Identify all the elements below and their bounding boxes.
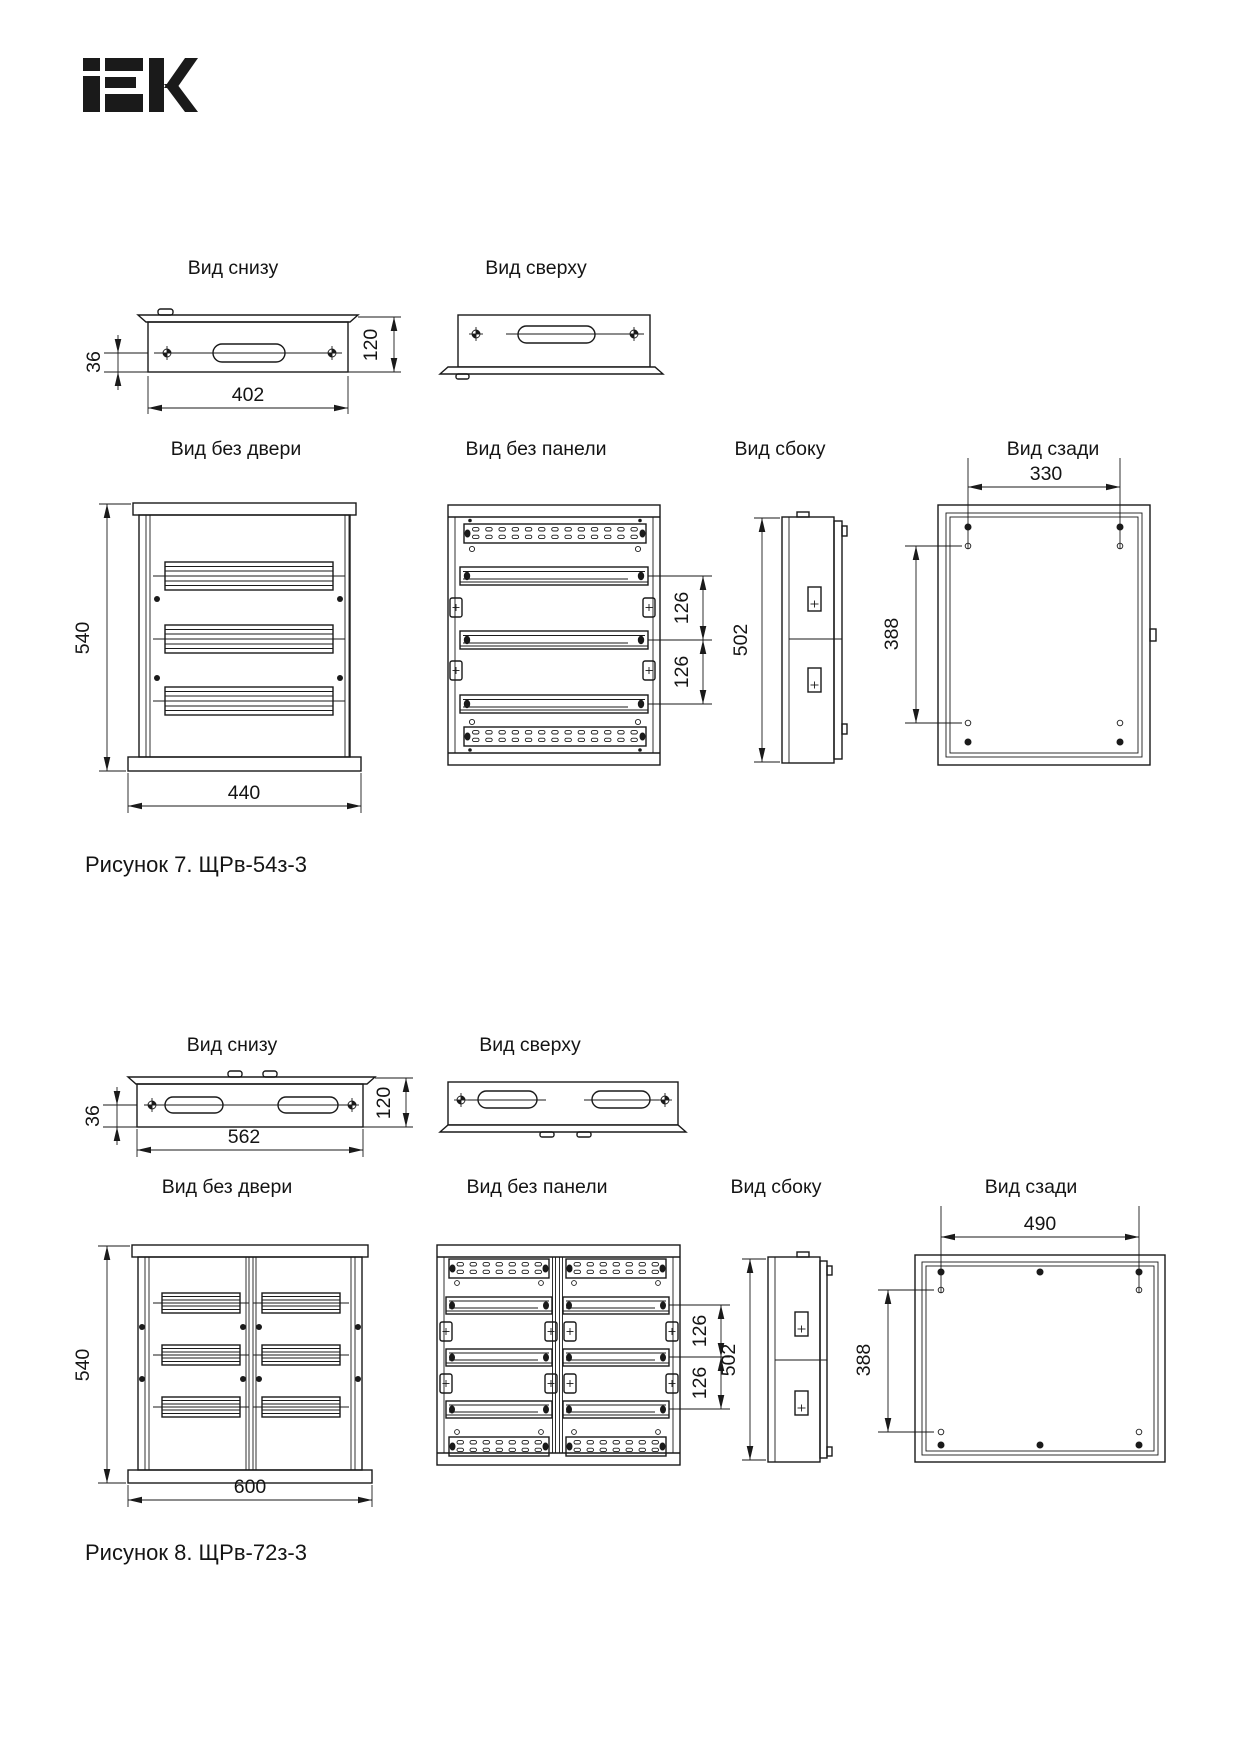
fig7-view-bottom <box>83 257 401 414</box>
fig8-view-side <box>718 1252 832 1462</box>
dim-bottom-width: 402 <box>231 384 265 406</box>
figure-8 <box>72 1034 1165 1565</box>
fig8-view-bottom <box>82 1034 413 1157</box>
dim-side-height: 502 <box>730 623 752 657</box>
fig8-view-no-door <box>72 1245 372 1507</box>
dim-rail-gap-2: 126 <box>671 655 693 689</box>
dim-rail-gap-2: 126 <box>689 1366 711 1400</box>
dim-rear-hole-height: 388 <box>853 1343 875 1377</box>
view-title-side: Вид сбоку <box>734 438 826 460</box>
view-title-no-panel: Вид без панели <box>465 438 607 460</box>
dim-inset: 36 <box>83 351 105 373</box>
fig7-view-no-panel <box>448 505 712 765</box>
dim-width: 600 <box>233 1476 267 1498</box>
view-title-top: Вид сверху <box>479 1034 581 1056</box>
view-title-side: Вид сбоку <box>730 1176 822 1198</box>
view-title-bottom: Вид снизу <box>187 257 279 279</box>
view-title-no-door: Вид без двери <box>161 1176 293 1198</box>
fig8-view-top <box>440 1034 686 1137</box>
view-title-rear: Вид сзади <box>1006 438 1100 460</box>
figure-caption: Рисунок 7. ЩРв-54з-3 <box>85 852 307 877</box>
figure-7 <box>72 257 1156 877</box>
dim-height: 540 <box>72 621 94 655</box>
fig7-view-top <box>440 257 663 379</box>
dim-rail-gap-1: 126 <box>689 1314 711 1348</box>
fig8-view-no-panel <box>437 1245 730 1465</box>
fig7-view-side <box>730 512 847 763</box>
view-title-no-panel: Вид без панели <box>466 1176 608 1198</box>
figure-caption: Рисунок 8. ЩРв-72з-3 <box>85 1540 307 1565</box>
dim-depth: 120 <box>373 1086 395 1120</box>
fig7-view-no-door <box>72 503 361 813</box>
dim-rear-hole-width: 490 <box>1023 1213 1057 1235</box>
dim-depth: 120 <box>360 328 382 362</box>
dim-rear-hole-height: 388 <box>881 617 903 651</box>
dim-bottom-width: 562 <box>227 1126 261 1148</box>
dim-height: 540 <box>72 1348 94 1382</box>
dim-side-height: 502 <box>718 1343 740 1377</box>
view-title-rear: Вид сзади <box>984 1176 1078 1198</box>
iek-logo <box>83 58 198 112</box>
dim-width: 440 <box>227 782 261 804</box>
view-title-bottom: Вид снизу <box>186 1034 278 1056</box>
dim-rail-gap-1: 126 <box>671 591 693 625</box>
dim-inset: 36 <box>82 1105 104 1127</box>
fig8-view-rear <box>853 1206 1165 1462</box>
view-title-no-door: Вид без двери <box>170 438 302 460</box>
fig7-view-rear <box>881 458 1156 765</box>
view-title-top: Вид сверху <box>485 257 587 279</box>
dim-rear-hole-width: 330 <box>1029 463 1063 485</box>
